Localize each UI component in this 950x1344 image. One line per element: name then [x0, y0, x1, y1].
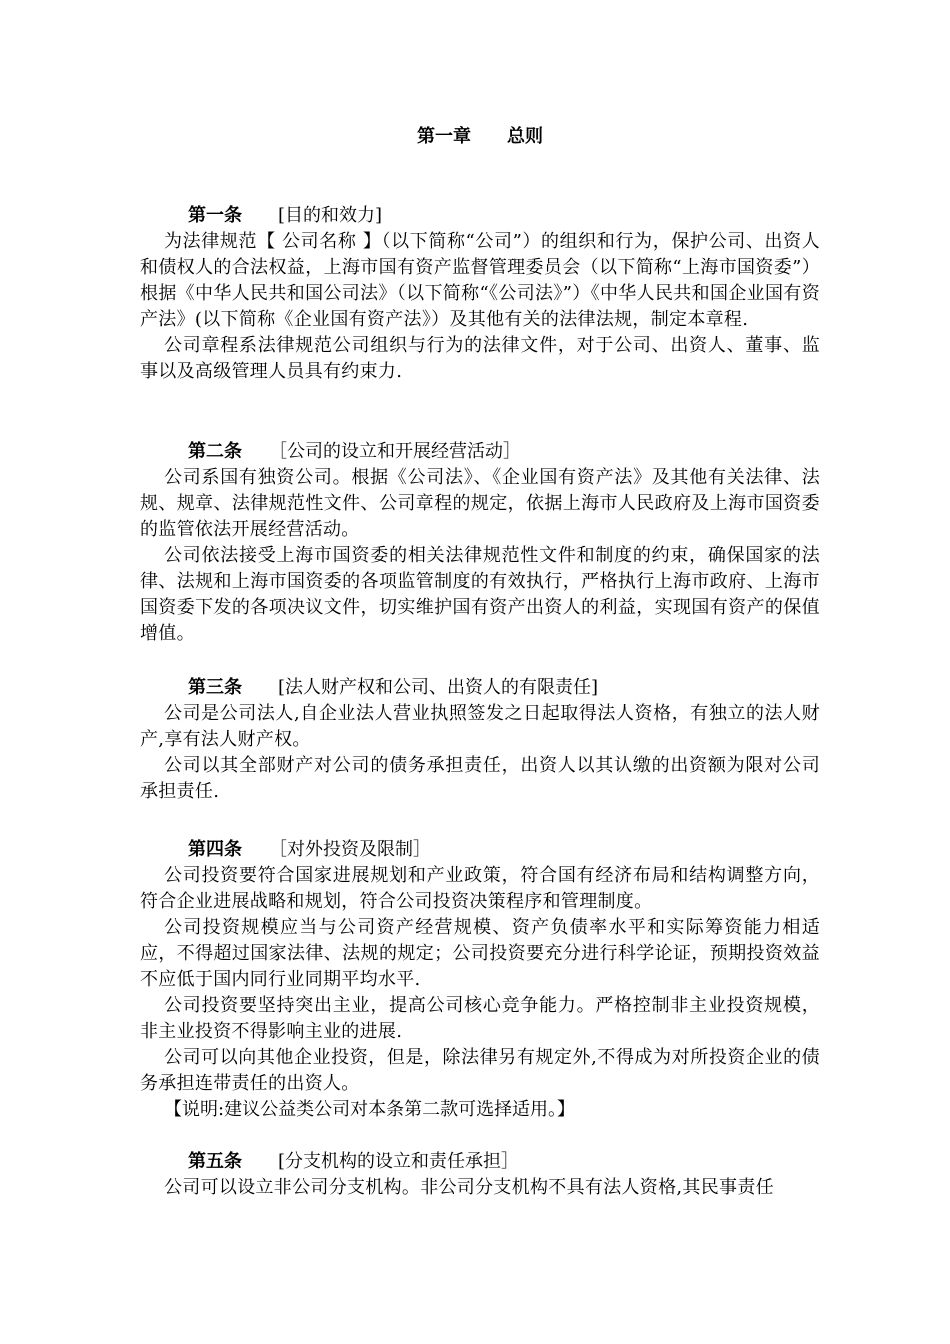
article-topic: [目的和效力]	[278, 205, 383, 226]
article-heading	[140, 203, 820, 229]
article-1	[140, 203, 820, 385]
article-paragraph: 公司依法接受上海市国资委的相关法律规范性文件和制度的约束，确保国家的法律、法规和上海市国资委的各项监管制度的有效执行，严格执行上海市政府、上海市国资委下发的各项决议文件，切实维护国有资产出资人的利益，实现国有资产的保值增值。	[140, 545, 820, 644]
article-paragraph: 公司系国有独资公司。根据《公司法》、《企业国有资产法》及其他有关法律、法规、规章、法律规范性文件、公司章程的规定，依据上海市人民政府及上海市国资委的监管依法开展经营活动。	[140, 467, 820, 540]
article-paragraph: 为法律规范【 公司名称 】（以下简称“公司”）的组织和行为，保护公司、出资人和债权人的合法权益，上海市国有资产监督管理委员会（以下简称“上海市国资委”）根据《中华人民共和国公司法》（以下简称“《公司法》”）《中华人民共和国企业国有资产法》(以下简称《企业国有资产法》）及其他有关的法律法规，制定本章程.	[140, 231, 820, 330]
article-note: 【说明:建议公益类公司对本条第二款可选择适用。】	[164, 1099, 576, 1120]
article-3	[140, 675, 820, 805]
article-number: 第四条	[188, 839, 242, 860]
article-topic: ［对外投资及限制］	[278, 839, 431, 860]
article-paragraph: 公司投资规模应当与公司资产经营规模、资产负债率水平和实际筹资能力相适应，不得超过国家法律、法规的规定；公司投资要充分进行科学论证，预期投资效益不应低于国内同行业同期平均水平.	[140, 917, 820, 990]
article-paragraph: 公司投资要坚持突出主业，提高公司核心竞争能力。严格控制非主业投资规模，非主业投资不得影响主业的进展.	[140, 995, 820, 1042]
article-heading	[140, 837, 820, 863]
article-paragraph: 公司可以设立非公司分支机构。非公司分支机构不具有法人资格,其民事责任	[164, 1177, 774, 1198]
article-paragraph: 公司投资要符合国家进展规划和产业政策，符合国有经济布局和结构调整方向，符合企业进展战略和规划，符合公司投资决策程序和管理制度。	[140, 865, 820, 912]
article-number: 第二条	[188, 441, 242, 462]
article-2	[140, 439, 820, 647]
article-topic: ［公司的设立和开展经营活动］	[278, 441, 521, 462]
article-paragraph: 公司以其全部财产对公司的债务承担责任，出资人以其认缴的出资额为限对公司承担责任.	[140, 755, 820, 802]
article-topic: [法人财产权和公司、出资人的有限责任]	[278, 677, 599, 698]
article-heading	[140, 439, 820, 465]
article-heading	[140, 1149, 820, 1175]
article-5	[140, 1149, 820, 1201]
chapter-title: 第一章 总则	[417, 126, 543, 147]
article-4	[140, 837, 820, 1123]
article-heading	[140, 675, 820, 701]
article-number: 第五条	[188, 1151, 242, 1172]
article-paragraph: 公司是公司法人,自企业法人营业执照签发之日起取得法人资格，有独立的法人财产,享有法人财产权。	[140, 703, 820, 750]
article-number: 第三条	[188, 677, 242, 698]
article-paragraph: 公司章程系法律规范公司组织与行为的法律文件，对于公司、出资人、董事、监事以及高级管理人员具有约束力.	[140, 335, 820, 382]
article-number: 第一条	[188, 205, 242, 226]
article-paragraph: 公司可以向其他企业投资，但是，除法律另有规定外,不得成为对所投资企业的债务承担连带责任的出资人。	[140, 1047, 820, 1094]
article-topic: [分支机构的设立和责任承担］	[278, 1151, 520, 1172]
